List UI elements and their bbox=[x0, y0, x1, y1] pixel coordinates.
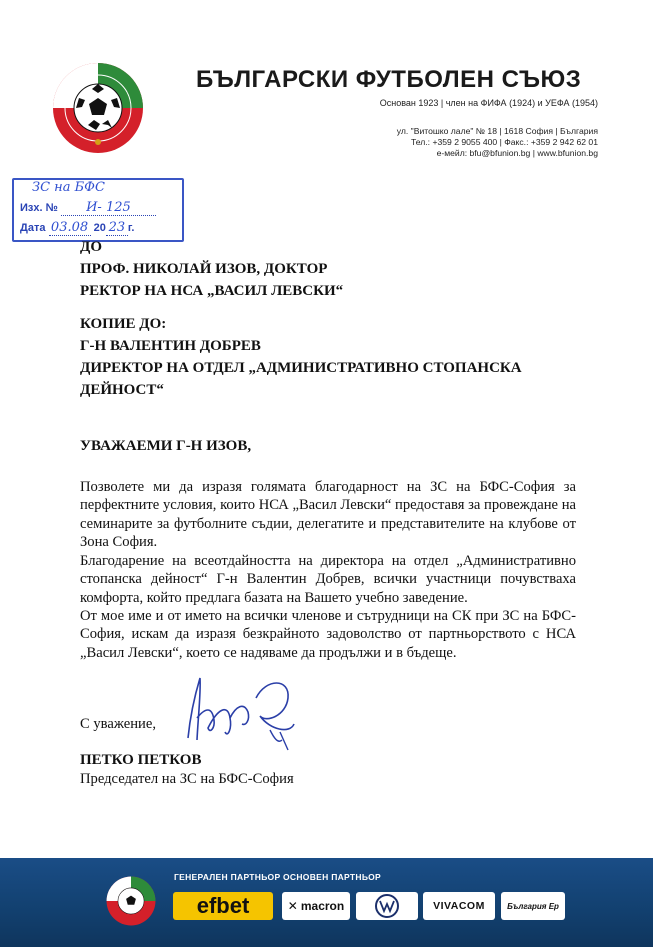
copy-label: КОПИЕ ДО: bbox=[80, 316, 167, 332]
bfu-logo bbox=[52, 62, 144, 154]
stamp-handwritten-org: ЗС на БФС bbox=[32, 180, 105, 195]
stamp-year-value: 23 bbox=[106, 220, 128, 236]
signer-title: Председател на ЗС на БФС-София bbox=[80, 771, 294, 787]
paragraph-3: От мое име и от името на всички членове и сътрудници на СК при ЗС на БФС-София, искам да изразя безкрайното задоволство от партньорството с НСА „Васил Левски“, което се надяваме да продължи и в бъдеще. bbox=[80, 608, 576, 661]
org-address: ул. "Витошко лале" № 18 | 1618 София | България bbox=[396, 126, 598, 136]
sponsor-efbet-logo: efbet bbox=[173, 892, 273, 920]
org-phone: Тел.: +359 2 9055 400 | Факс.: +359 2 942 62 01 bbox=[411, 137, 598, 147]
closing: С уважение, bbox=[80, 716, 156, 732]
signer-name: ПЕТКО ПЕТКОВ bbox=[80, 752, 202, 768]
stamp-date-label: Дата bbox=[20, 222, 46, 234]
copy-title-line2: ДЕЙНОСТ“ bbox=[80, 382, 164, 398]
sponsor-vivacom-logo: VIVACOM bbox=[423, 892, 495, 920]
sponsor-macron-logo: ✕ macron bbox=[282, 892, 350, 920]
stamp-year-suffix: г. bbox=[127, 222, 135, 234]
stamp-date-value: 03.08 bbox=[49, 220, 91, 236]
handwritten-signature bbox=[170, 668, 320, 758]
org-founded: Основан 1923 | член на ФИФА (1924) и УЕФА (1954) bbox=[379, 98, 598, 108]
vw-icon bbox=[375, 894, 399, 918]
paragraph-2: Благодарение на всеотдайността на директора на отдел „Административно стопанска дейност“ Г-н Валентин Добрев, всички участници почувстваха комфорта, който предлага базата на Вашето учебно заведение. bbox=[80, 553, 576, 606]
sponsor-vw-logo bbox=[356, 892, 418, 920]
to-title: РЕКТОР НА НСА „ВАСИЛ ЛЕВСКИ“ bbox=[80, 283, 344, 299]
sponsor-bulgaria-air-logo: България Ер bbox=[501, 892, 565, 920]
to-label: ДО bbox=[80, 239, 102, 255]
bfu-footer-logo bbox=[106, 876, 156, 926]
stamp-year-prefix: 20 bbox=[93, 222, 106, 234]
org-name: БЪЛГАРСКИ ФУТБОЛЕН СЪЮЗ bbox=[196, 66, 582, 93]
recipient-block bbox=[80, 236, 343, 302]
copy-name: Г-Н ВАЛЕНТИН ДОБРЕВ bbox=[80, 338, 261, 354]
stamp-ref-value: И- 125 bbox=[61, 200, 156, 216]
greeting: УВАЖАЕМИ Г-Н ИЗОВ, bbox=[80, 438, 252, 454]
macron-mark-icon: ✕ bbox=[287, 899, 298, 913]
copy-title-line1: ДИРЕКТОР НА ОТДЕЛ „АДМИНИСТРАТИВНО СТОПАНСКА bbox=[80, 360, 522, 376]
org-email: е-мейл: bfu@bfunion.bg | www.bfunion.bg bbox=[436, 148, 598, 158]
registration-stamp bbox=[12, 178, 184, 242]
general-partner-label: ГЕНЕРАЛЕН ПАРТНЬОР bbox=[174, 872, 281, 882]
paragraph-1: Позволете ми да изразя голямата благодарност на ЗС на БФС-София за перфектните условия, които НСА „Васил Левски“ предоставя за провеждане на семинарите за футболните съдии, делегатите и представителите на клубове от Зона София. bbox=[80, 479, 576, 550]
to-name: ПРОФ. НИКОЛАЙ ИЗОВ, ДОКТОР bbox=[80, 261, 328, 277]
stamp-ref-label: Изх. № bbox=[20, 202, 58, 214]
copy-block bbox=[80, 313, 522, 401]
main-partner-label: ОСНОВЕН ПАРТНЬОР bbox=[283, 872, 382, 882]
sponsor-footer bbox=[0, 858, 653, 947]
